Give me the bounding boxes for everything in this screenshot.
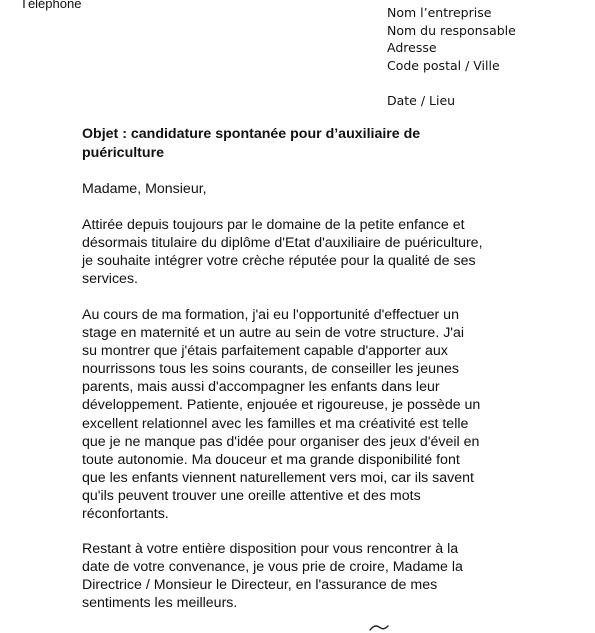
- paragraph-line: services.: [82, 271, 138, 288]
- paragraph-line: nourrissons tous les soins courants, de conseiller les jeunes: [82, 361, 459, 378]
- recipient-block: [387, 4, 516, 74]
- paragraph-line: que je ne manque pas d'idée pour organiser des jeux d'éveil en: [82, 433, 480, 450]
- paragraph-line: Au cours de ma formation, j'ai eu l'opportunité d'effectuer un: [82, 307, 459, 323]
- paragraph-line: développement. Patiente, enjouée et rigoureuse, je possède un: [82, 397, 481, 414]
- paragraph-line: Restant à votre entière disposition pour vous rencontrer à la: [82, 541, 459, 557]
- paragraph-line: excellent relationnel avec les familles et ma créativité est telle: [82, 415, 469, 432]
- salutation: Madame, Monsieur,: [82, 181, 207, 197]
- paragraph-line: désormais titulaire du diplôme d'Etat d'auxiliaire de puériculture,: [82, 235, 483, 252]
- recipient-company: Nom l’entreprise: [387, 5, 492, 20]
- paragraph-line: qu'ils peuvent trouver une oreille attentive et des mots: [82, 487, 421, 504]
- paragraph-line: Attirée depuis toujours par le domaine de la petite enfance et: [82, 217, 465, 233]
- recipient-address: Adresse: [387, 40, 437, 56]
- paragraph-line: que les enfants viennent naturellement vers moi, car ils savent: [82, 469, 474, 486]
- paragraph-line: parents, mais aussi d'accompagner les enfants dans leur: [82, 379, 440, 396]
- recipient-manager: Nom du responsable: [387, 22, 516, 38]
- paragraph-line: Directrice / Monsieur le Directeur, en l'assurance de mes: [82, 577, 438, 594]
- paragraph-line: date de votre convenance, je vous prie de croire, Madame la: [82, 559, 463, 576]
- paragraph-line: je souhaite intégrer votre crèche réputée pour la qualité de ses: [82, 253, 476, 270]
- body-paragraph-2: [82, 306, 480, 523]
- paragraph-line: sentiments les meilleurs.: [82, 595, 238, 612]
- letter-subject: Objet : candidature spontanée pour d’auxiliaire de puériculture: [82, 126, 421, 161]
- date-place: Date / Lieu: [387, 93, 456, 108]
- paragraph-line: réconfortants.: [82, 506, 169, 523]
- paragraph-line: stage en maternité et un autre au sein de votre structure. J'ai: [82, 325, 465, 342]
- sender-phone-label: Téléphone: [20, 0, 82, 11]
- signature-mark: [368, 621, 390, 633]
- recipient-postal-city: Code postal / Ville: [387, 57, 500, 73]
- body-paragraph-3: [82, 540, 463, 612]
- paragraph-line: toute autonomie. Ma douceur et ma grande disponibilité font: [82, 451, 460, 468]
- paragraph-line: su montrer que j'étais parfaitement capable d'apporter aux: [82, 343, 448, 360]
- body-paragraph-1: [82, 216, 483, 288]
